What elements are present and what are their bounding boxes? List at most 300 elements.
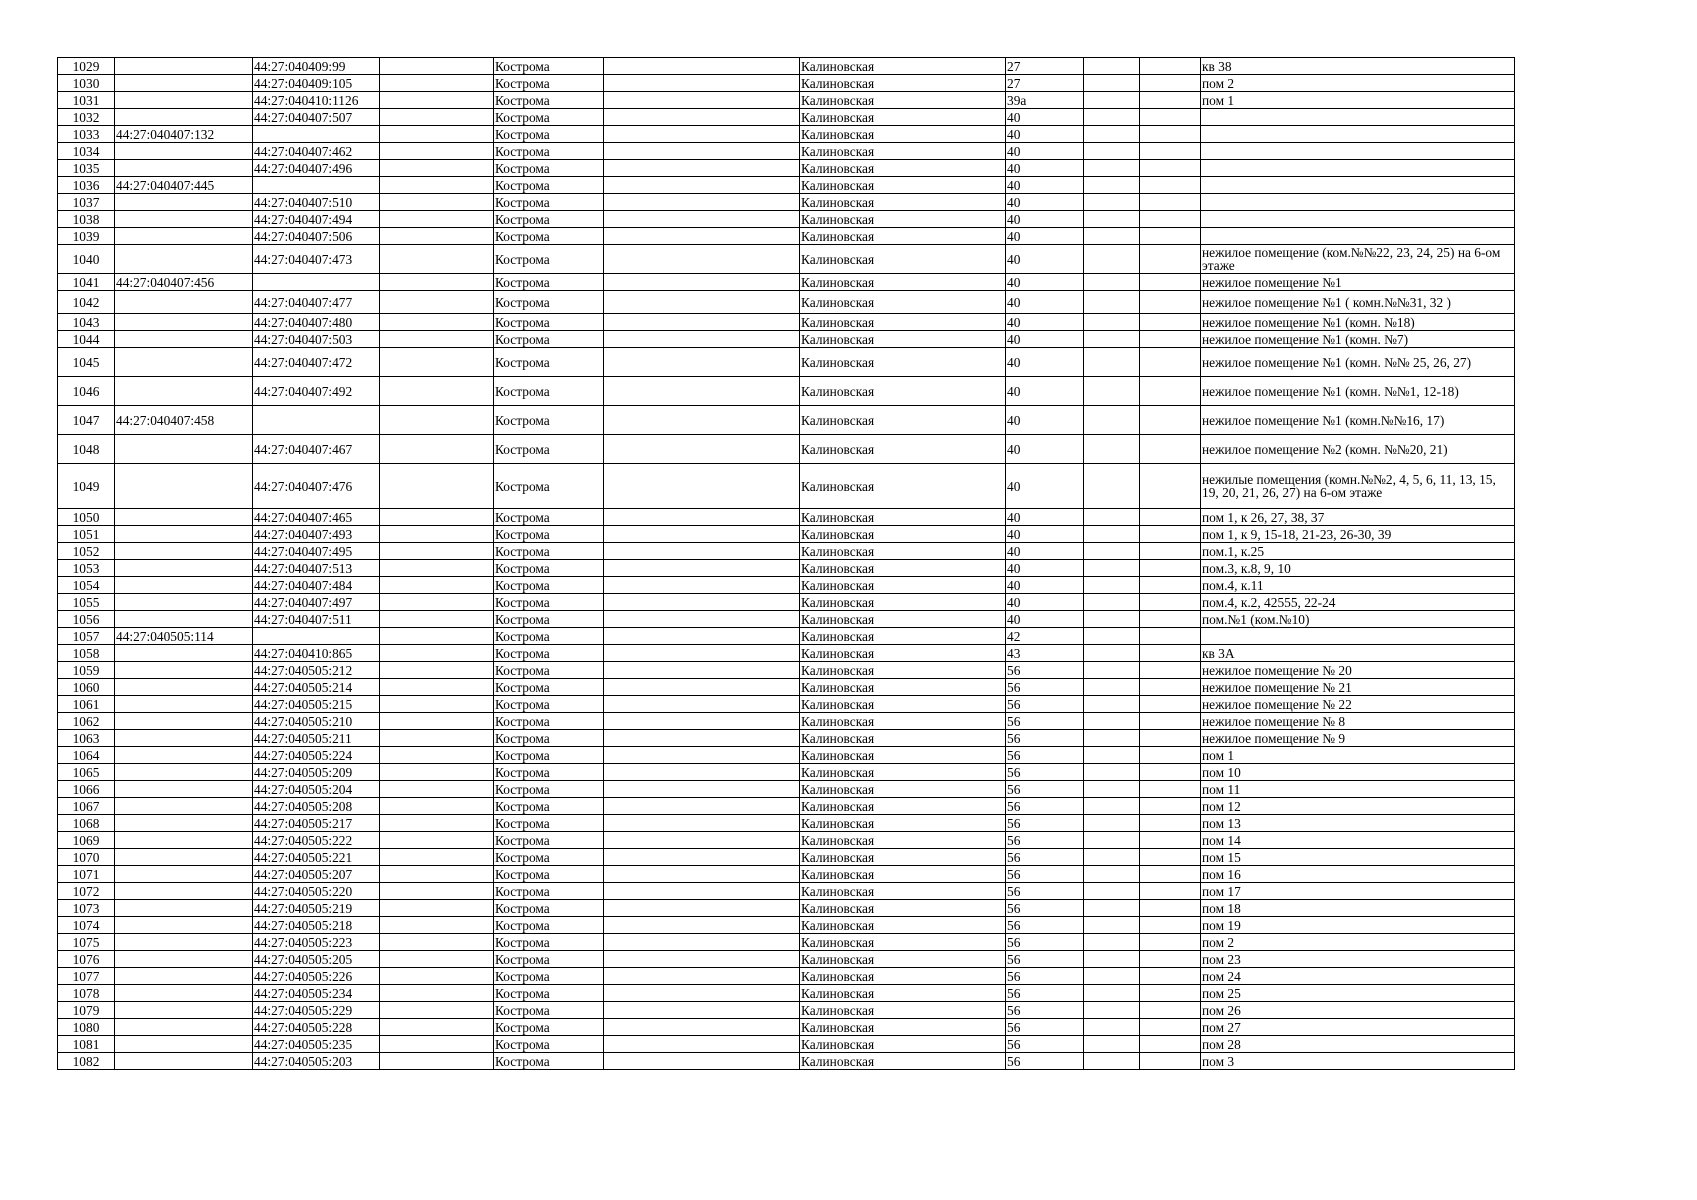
table-row	[58, 228, 1515, 245]
empty-cell	[380, 435, 494, 464]
parcel-number	[115, 747, 253, 764]
house-number: 56	[1006, 985, 1084, 1002]
empty-cell	[604, 1036, 800, 1053]
house-number: 27	[1006, 58, 1084, 75]
empty-cell	[1084, 274, 1140, 291]
empty-cell	[1084, 815, 1140, 832]
parcel-number	[115, 160, 253, 177]
premises-note: пом 26	[1201, 1002, 1515, 1019]
premises-note: пом 19	[1201, 917, 1515, 934]
empty-cell	[604, 464, 800, 509]
street: Калиновская	[800, 1036, 1006, 1053]
house-number: 43	[1006, 645, 1084, 662]
object-number: 44:27:040505:205	[253, 951, 380, 968]
house-number: 56	[1006, 900, 1084, 917]
empty-cell	[1140, 849, 1201, 866]
empty-cell	[1140, 464, 1201, 509]
empty-cell	[380, 849, 494, 866]
street: Калиновская	[800, 526, 1006, 543]
parcel-number	[115, 245, 253, 274]
row-number: 1080	[58, 1019, 115, 1036]
row-number: 1046	[58, 377, 115, 406]
empty-cell	[380, 1019, 494, 1036]
city: Кострома	[494, 832, 604, 849]
city: Кострома	[494, 934, 604, 951]
empty-cell	[380, 245, 494, 274]
parcel-number	[115, 866, 253, 883]
city: Кострома	[494, 900, 604, 917]
empty-cell	[604, 764, 800, 781]
empty-cell	[1084, 917, 1140, 934]
row-number: 1033	[58, 126, 115, 143]
premises-note: пом 2	[1201, 75, 1515, 92]
street: Калиновская	[800, 211, 1006, 228]
empty-cell	[1140, 274, 1201, 291]
parcel-number: 44:27:040407:445	[115, 177, 253, 194]
empty-cell	[1084, 849, 1140, 866]
table-row	[58, 464, 1515, 509]
parcel-number	[115, 543, 253, 560]
object-number: 44:27:040409:105	[253, 75, 380, 92]
empty-cell	[1140, 764, 1201, 781]
premises-note: пом 25	[1201, 985, 1515, 1002]
empty-cell	[380, 781, 494, 798]
table-row	[58, 934, 1515, 951]
city: Кострома	[494, 883, 604, 900]
city: Кострома	[494, 435, 604, 464]
parcel-number: 44:27:040407:458	[115, 406, 253, 435]
object-number: 44:27:040505:235	[253, 1036, 380, 1053]
empty-cell	[604, 58, 800, 75]
empty-cell	[604, 228, 800, 245]
empty-cell	[604, 160, 800, 177]
row-number: 1045	[58, 348, 115, 377]
empty-cell	[604, 662, 800, 679]
parcel-number	[115, 377, 253, 406]
empty-cell	[1084, 291, 1140, 314]
city: Кострома	[494, 228, 604, 245]
row-number: 1064	[58, 747, 115, 764]
table-row	[58, 509, 1515, 526]
empty-cell	[380, 228, 494, 245]
object-number: 44:27:040505:229	[253, 1002, 380, 1019]
street: Калиновская	[800, 934, 1006, 951]
table-row	[58, 543, 1515, 560]
parcel-number	[115, 679, 253, 696]
table-row	[58, 832, 1515, 849]
empty-cell	[380, 348, 494, 377]
table-row	[58, 781, 1515, 798]
street: Калиновская	[800, 696, 1006, 713]
object-number: 44:27:040407:472	[253, 348, 380, 377]
empty-cell	[604, 560, 800, 577]
city: Кострома	[494, 628, 604, 645]
empty-cell	[604, 1053, 800, 1070]
row-number: 1066	[58, 781, 115, 798]
empty-cell	[604, 883, 800, 900]
premises-note: пом 18	[1201, 900, 1515, 917]
object-number: 44:27:040505:221	[253, 849, 380, 866]
row-number: 1060	[58, 679, 115, 696]
parcel-number	[115, 314, 253, 331]
empty-cell	[1140, 730, 1201, 747]
table-row	[58, 1002, 1515, 1019]
empty-cell	[604, 274, 800, 291]
empty-cell	[604, 348, 800, 377]
empty-cell	[1140, 577, 1201, 594]
premises-note	[1201, 160, 1515, 177]
parcel-number	[115, 781, 253, 798]
premises-note: нежилые помещения (комн.№№2, 4, 5, 6, 11, 13, 15, 19, 20, 21, 26, 27) на 6-ом этаже	[1201, 464, 1515, 509]
house-number: 40	[1006, 464, 1084, 509]
table-row	[58, 291, 1515, 314]
row-number: 1063	[58, 730, 115, 747]
empty-cell	[604, 577, 800, 594]
empty-cell	[1140, 781, 1201, 798]
object-number	[253, 177, 380, 194]
city: Кострома	[494, 291, 604, 314]
object-number: 44:27:040407:510	[253, 194, 380, 211]
empty-cell	[1084, 798, 1140, 815]
table-row	[58, 713, 1515, 730]
row-number: 1074	[58, 917, 115, 934]
premises-note: пом 14	[1201, 832, 1515, 849]
city: Кострома	[494, 464, 604, 509]
house-number: 56	[1006, 934, 1084, 951]
table-row	[58, 985, 1515, 1002]
city: Кострома	[494, 849, 604, 866]
empty-cell	[1140, 75, 1201, 92]
house-number: 40	[1006, 126, 1084, 143]
empty-cell	[604, 245, 800, 274]
parcel-number	[115, 696, 253, 713]
row-number: 1062	[58, 713, 115, 730]
street: Калиновская	[800, 194, 1006, 211]
empty-cell	[1084, 934, 1140, 951]
city: Кострома	[494, 764, 604, 781]
empty-cell	[1140, 696, 1201, 713]
empty-cell	[380, 377, 494, 406]
empty-cell	[604, 406, 800, 435]
street: Калиновская	[800, 348, 1006, 377]
object-number	[253, 628, 380, 645]
empty-cell	[380, 679, 494, 696]
street: Калиновская	[800, 377, 1006, 406]
object-number: 44:27:040407:492	[253, 377, 380, 406]
empty-cell	[604, 696, 800, 713]
table-row	[58, 747, 1515, 764]
parcel-number	[115, 917, 253, 934]
city: Кострома	[494, 815, 604, 832]
house-number: 40	[1006, 406, 1084, 435]
empty-cell	[1084, 764, 1140, 781]
empty-cell	[1084, 143, 1140, 160]
street: Калиновская	[800, 730, 1006, 747]
empty-cell	[1140, 1036, 1201, 1053]
empty-cell	[380, 194, 494, 211]
parcel-number	[115, 594, 253, 611]
object-number: 44:27:040505:219	[253, 900, 380, 917]
empty-cell	[1084, 866, 1140, 883]
empty-cell	[1140, 245, 1201, 274]
empty-cell	[604, 730, 800, 747]
table-row	[58, 274, 1515, 291]
object-number: 44:27:040407:494	[253, 211, 380, 228]
empty-cell	[1140, 798, 1201, 815]
house-number: 56	[1006, 917, 1084, 934]
empty-cell	[380, 730, 494, 747]
premises-note: нежилое помещение № 22	[1201, 696, 1515, 713]
city: Кострома	[494, 177, 604, 194]
empty-cell	[1140, 747, 1201, 764]
empty-cell	[1140, 92, 1201, 109]
row-number: 1079	[58, 1002, 115, 1019]
city: Кострома	[494, 747, 604, 764]
empty-cell	[1084, 75, 1140, 92]
street: Калиновская	[800, 1053, 1006, 1070]
street: Калиновская	[800, 435, 1006, 464]
premises-note: кв 3А	[1201, 645, 1515, 662]
object-number: 44:27:040407:506	[253, 228, 380, 245]
empty-cell	[1140, 1002, 1201, 1019]
house-number: 40	[1006, 274, 1084, 291]
object-number: 44:27:040505:224	[253, 747, 380, 764]
empty-cell	[604, 1002, 800, 1019]
empty-cell	[604, 866, 800, 883]
street: Калиновская	[800, 747, 1006, 764]
parcel-number	[115, 968, 253, 985]
row-number: 1081	[58, 1036, 115, 1053]
empty-cell	[604, 509, 800, 526]
object-number: 44:27:040505:223	[253, 934, 380, 951]
city: Кострома	[494, 594, 604, 611]
parcel-number	[115, 798, 253, 815]
parcel-number	[115, 730, 253, 747]
parcel-number	[115, 951, 253, 968]
premises-note: нежилое помещение № 21	[1201, 679, 1515, 696]
empty-cell	[604, 645, 800, 662]
empty-cell	[380, 577, 494, 594]
object-number: 44:27:040505:212	[253, 662, 380, 679]
row-number: 1042	[58, 291, 115, 314]
table-row	[58, 764, 1515, 781]
street: Калиновская	[800, 331, 1006, 348]
table-row	[58, 815, 1515, 832]
city: Кострома	[494, 314, 604, 331]
empty-cell	[380, 143, 494, 160]
row-number: 1032	[58, 109, 115, 126]
empty-cell	[1084, 662, 1140, 679]
empty-cell	[380, 160, 494, 177]
row-number: 1078	[58, 985, 115, 1002]
row-number: 1050	[58, 509, 115, 526]
parcel-number	[115, 577, 253, 594]
street: Калиновская	[800, 832, 1006, 849]
house-number: 40	[1006, 331, 1084, 348]
premises-note: пом 27	[1201, 1019, 1515, 1036]
empty-cell	[604, 143, 800, 160]
empty-cell	[1140, 679, 1201, 696]
object-number: 44:27:040505:207	[253, 866, 380, 883]
premises-note: пом 23	[1201, 951, 1515, 968]
parcel-number	[115, 92, 253, 109]
empty-cell	[604, 109, 800, 126]
table-row	[58, 211, 1515, 228]
empty-cell	[1084, 314, 1140, 331]
empty-cell	[604, 92, 800, 109]
empty-cell	[1140, 377, 1201, 406]
city: Кострома	[494, 75, 604, 92]
object-number: 44:27:040505:226	[253, 968, 380, 985]
street: Калиновская	[800, 1002, 1006, 1019]
street: Калиновская	[800, 177, 1006, 194]
street: Калиновская	[800, 798, 1006, 815]
row-number: 1029	[58, 58, 115, 75]
premises-note: нежилое помещение №2 (комн. №№20, 21)	[1201, 435, 1515, 464]
row-number: 1040	[58, 245, 115, 274]
house-number: 40	[1006, 160, 1084, 177]
city: Кострома	[494, 1019, 604, 1036]
premises-note: нежилое помещение №1 (комн.№№16, 17)	[1201, 406, 1515, 435]
city: Кострома	[494, 274, 604, 291]
empty-cell	[380, 509, 494, 526]
row-number: 1051	[58, 526, 115, 543]
empty-cell	[604, 849, 800, 866]
empty-cell	[604, 798, 800, 815]
parcel-number	[115, 662, 253, 679]
city: Кострома	[494, 577, 604, 594]
empty-cell	[380, 109, 494, 126]
object-number: 44:27:040407:493	[253, 526, 380, 543]
city: Кострома	[494, 194, 604, 211]
empty-cell	[1084, 696, 1140, 713]
city: Кострома	[494, 781, 604, 798]
row-number: 1031	[58, 92, 115, 109]
city: Кострома	[494, 866, 604, 883]
empty-cell	[1140, 331, 1201, 348]
object-number: 44:27:040505:220	[253, 883, 380, 900]
empty-cell	[380, 314, 494, 331]
empty-cell	[380, 900, 494, 917]
city: Кострома	[494, 645, 604, 662]
empty-cell	[1084, 713, 1140, 730]
row-number: 1034	[58, 143, 115, 160]
row-number: 1057	[58, 628, 115, 645]
empty-cell	[1084, 1053, 1140, 1070]
premises-note: нежилое помещение №1 (комн. №7)	[1201, 331, 1515, 348]
street: Калиновская	[800, 594, 1006, 611]
city: Кострома	[494, 543, 604, 560]
table-row	[58, 435, 1515, 464]
house-number: 40	[1006, 177, 1084, 194]
parcel-number	[115, 291, 253, 314]
table-row	[58, 109, 1515, 126]
house-number: 56	[1006, 815, 1084, 832]
table-row	[58, 526, 1515, 543]
street: Калиновская	[800, 406, 1006, 435]
object-number: 44:27:040505:222	[253, 832, 380, 849]
premises-note	[1201, 177, 1515, 194]
empty-cell	[604, 985, 800, 1002]
premises-note	[1201, 126, 1515, 143]
premises-note: пом 1	[1201, 92, 1515, 109]
table-row	[58, 628, 1515, 645]
premises-note: нежилое помещение №1 ( комн.№№31, 32 )	[1201, 291, 1515, 314]
empty-cell	[1140, 1053, 1201, 1070]
street: Калиновская	[800, 143, 1006, 160]
empty-cell	[1084, 560, 1140, 577]
table-row	[58, 883, 1515, 900]
street: Калиновская	[800, 75, 1006, 92]
street: Калиновская	[800, 866, 1006, 883]
object-number: 44:27:040407:477	[253, 291, 380, 314]
street: Калиновская	[800, 628, 1006, 645]
empty-cell	[1140, 406, 1201, 435]
street: Калиновская	[800, 900, 1006, 917]
empty-cell	[604, 611, 800, 628]
row-number: 1044	[58, 331, 115, 348]
house-number: 40	[1006, 560, 1084, 577]
empty-cell	[1140, 211, 1201, 228]
empty-cell	[1140, 314, 1201, 331]
city: Кострома	[494, 1002, 604, 1019]
empty-cell	[604, 594, 800, 611]
object-number: 44:27:040409:99	[253, 58, 380, 75]
street: Калиновская	[800, 849, 1006, 866]
object-number: 44:27:040407:462	[253, 143, 380, 160]
empty-cell	[1140, 126, 1201, 143]
object-number: 44:27:040407:511	[253, 611, 380, 628]
empty-cell	[1084, 594, 1140, 611]
row-number: 1071	[58, 866, 115, 883]
empty-cell	[1084, 435, 1140, 464]
empty-cell	[1084, 177, 1140, 194]
empty-cell	[1140, 594, 1201, 611]
parcel-number	[115, 143, 253, 160]
empty-cell	[604, 126, 800, 143]
empty-cell	[604, 934, 800, 951]
parcel-number	[115, 645, 253, 662]
object-number: 44:27:040407:476	[253, 464, 380, 509]
street: Калиновская	[800, 245, 1006, 274]
parcel-number	[115, 1019, 253, 1036]
table-row	[58, 1036, 1515, 1053]
empty-cell	[1084, 900, 1140, 917]
row-number: 1056	[58, 611, 115, 628]
empty-cell	[380, 1053, 494, 1070]
row-number: 1067	[58, 798, 115, 815]
empty-cell	[1140, 917, 1201, 934]
row-number: 1068	[58, 815, 115, 832]
object-number: 44:27:040505:208	[253, 798, 380, 815]
city: Кострома	[494, 798, 604, 815]
row-number: 1077	[58, 968, 115, 985]
parcel-number	[115, 883, 253, 900]
house-number: 40	[1006, 228, 1084, 245]
parcel-number: 44:27:040407:132	[115, 126, 253, 143]
row-number: 1041	[58, 274, 115, 291]
table-row	[58, 194, 1515, 211]
object-number: 44:27:040407:473	[253, 245, 380, 274]
object-number: 44:27:040505:209	[253, 764, 380, 781]
empty-cell	[1140, 509, 1201, 526]
object-number: 44:27:040505:234	[253, 985, 380, 1002]
street: Калиновская	[800, 291, 1006, 314]
city: Кострома	[494, 662, 604, 679]
house-number: 40	[1006, 245, 1084, 274]
object-number: 44:27:040407:496	[253, 160, 380, 177]
empty-cell	[1084, 194, 1140, 211]
